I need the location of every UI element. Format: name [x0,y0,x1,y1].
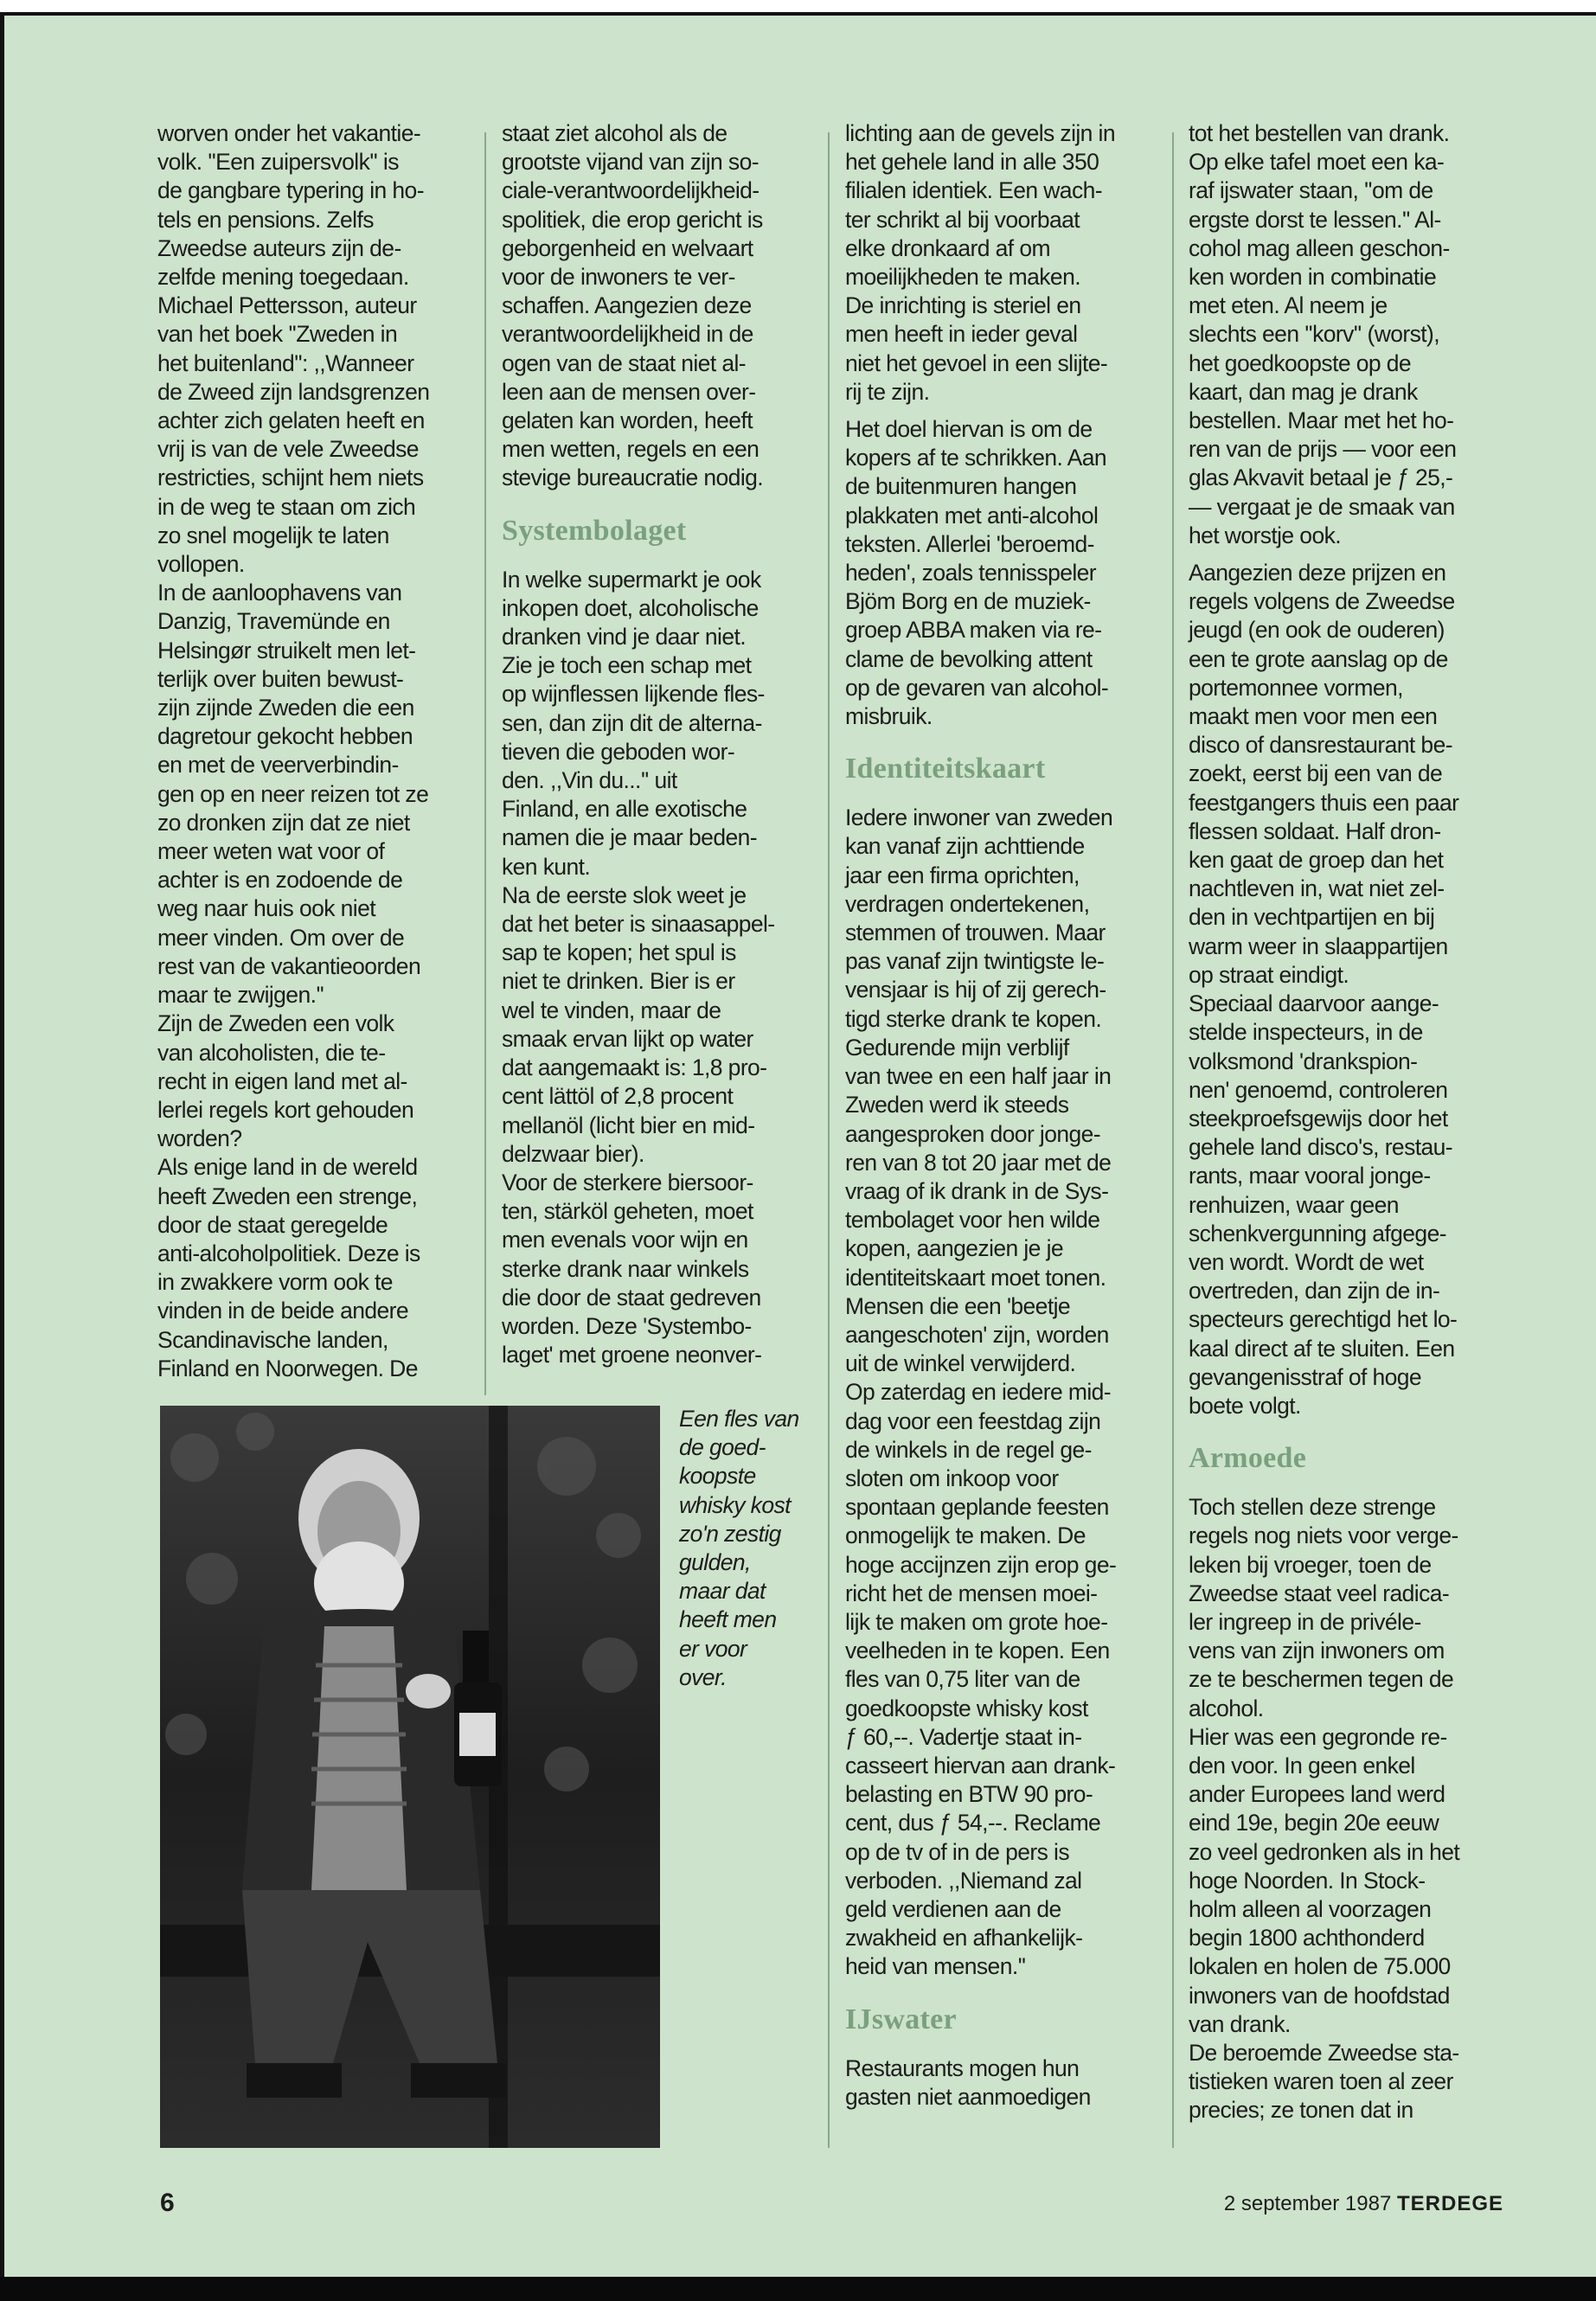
paragraph: In de aanloophavens van Danzig, Travemünde en Helsingør struikelt men let- terlijk over buiten bewust- zijn zijnde Zweden die een dagretour gekocht hebben en met de veerverbindin- gen op en neer reizen tot ze zo dronken zijn dat ze niet meer weten wat voor of achter is en zodoende de weg naar huis ook niet meer vinden. Om over de rest van de vakantieoorden maar te zwijgen.'' [157,580,429,1009]
paragraph: lichting aan de gevels zijn in het gehele land in alle 350 filialen identiek. Een wach- ter schrikt al bij voorbaat elke dronkaard af om moeilijkheden te maken. De inrichting is steriel en men heeft in ieder geval niet het gevoel in een slijte- rij te zijn. [845,120,1115,405]
article-column-4 [1189,119,1503,2125]
paragraph: Zijn de Zweden een volk van alcoholisten, die te- recht in eigen land met al- lerlei regels kort gehouden worden? [157,1010,414,1152]
photo-caption: Een fles van de goed- koopste whisky kost zo'n zestig gulden, maar dat heeft men er voor over. [679,1406,799,1690]
paragraph: worven onder het vakantie- volk. ''Een zuipersvolk'' is de gangbare typering in ho- tels en pensions. Zelfs Zweedse auteurs zijn de- zelfde mening toegedaan. Michael Pettersson, auteur van het boek ''Zweden in het buitenland'': ,,Wanneer de Zweed zijn landsgrenzen achter zich gelaten heeft en vrij is van de vele Zweedse restricties, schijnt hem niets in de weg te staan om zich zo snel mogelijk te laten vollopen. [157,120,430,578]
footer-date: 2 september 1987 [1223,2192,1392,2215]
paragraph: Als enige land in de wereld heeft Zweden een strenge, door de staat geregelde anti-alcoholpolitiek. Deze is in zwakkere vorm ook te vinden in de beide andere Scandinavische landen, Finland en Noorwegen. De [157,1154,420,1381]
paragraph: Speciaal daarvoor aange- stelde inspecteurs, in de volksmond 'drankspion- nen' genoemd, controleren steekproefsgewijs door het gehele land disco's, restau- rants, maar vooral jonge- renhuizen, waar geen schenkvergunning afgege- ven wordt. Wordt de wet overtreden, dan zijn de in- specteurs gerechtigd het lo- kaal direct af te sluiten. Een gevangenisstraf of hoge boete volgt. [1189,990,1458,1419]
paragraph: tot het bestellen van drank. Op elke tafel moet een ka- raf ijswater staan, ''om de ergste dorst te lessen.'' Al- cohol mag alleen geschon- ken worden in combinatie met eten. Al neem je slechts een ''korv'' (worst), het goedkoopste op de kaart, dan mag je drank bestellen. Maar met het ho- ren van de prijs — voor een glas Akvavit betaal je ƒ 25,- — vergaat je de smaak van het worstje ook. [1189,120,1457,548]
paragraph: Restaurants mogen hun gasten niet aanmoedigen [845,2054,1091,2110]
magazine-page [4,16,1596,2277]
paragraph: Toch stellen deze strenge regels nog niets voor verge- leken bij vroeger, toen de Zweedse staat veel radica- ler ingreep in de privéle- vens van zijn inwoners om ze te beschermen tegen de alcohol. [1189,1494,1458,1721]
section-heading-identiteitskaart: Identiteitskaart [845,753,1046,785]
photo-illustration [160,1406,660,2148]
column-rule [484,132,486,1395]
paragraph: Het doel hiervan is om de kopers af te schrikken. Aan de buitenmuren hangen plakkaten met anti-alcohol teksten. Allerlei 'beroemd- heden', zoals tennisspeler Bjöm Borg en de muziek- groep ABBA maken via re- clame de bevolking attent op de gevaren van alcohol- misbruik. [845,416,1109,730]
paragraph: Na de eerste slok weet je dat het beter is sinaasappel- sap te kopen; het spul is niet te drinken. Bier is er wel te vinden, maar de smaak ervan lijkt op water dat aangemaakt is: 1,8 pro- cent lättöl of 2,8 procent mellanöl (licht bier en mid- delzwaar bier). [502,881,775,1167]
article-column-3 [845,119,1158,2112]
column-rule [1172,132,1174,2148]
column-rule [828,132,830,2148]
photo-man-with-bottle [160,1406,660,2148]
paragraph: In welke supermarkt je ook inkopen doet, alcoholische dranken vind je daar niet. Zie je toch een schap met op wijnflessen lijkende fles- sen, dan zijn dit de alterna- tieven die geboden wor- den. ,,Vin du...'' uit Finland, en alle exotische namen die je maar beden- ken kunt. [502,566,765,880]
footer-magazine-name: TERDEGE [1396,2192,1503,2215]
article-column-1 [157,119,472,1383]
paragraph: Aangezien deze prijzen en regels volgens de Zweedse jeugd (en ook de ouderen) een te grote aanslag op de portemonnee vormen, maakt men voor men een disco of dansrestaurant be- zoekt, eerst bij een van de feestgangers thuis een paar flessen soldaat. Half dron- ken gaat de groep dan het nachtleven in, wat niet zel- den in vechtpartijen en bij warm weer in slaappartijen op straat eindigt. [1189,560,1459,988]
section-heading-systembolaget: Systembolaget [502,514,687,547]
scan-border-bottom [0,2277,1596,2301]
paragraph: Op zaterdag en iedere mid- dag voor een feestdag zijn de winkels in de regel ge- sloten om inkoop voor spontaan geplande feesten onmogelijk te maken. De hoge accijnzen zijn erop ge- richt het de mensen moei- lijk te maken om grote hoe- veelheden in te kopen. Een fles van 0,75 liter van de goedkoopste whisky kost ƒ 60,--. Vadertje staat in- casseert hiervan aan drank- belasting en BTW 90 pro- cent, dus ƒ 54,--. Reclame op de tv of in de pers is verboden. ,,Niemand zal geld verdienen aan de zwakheid en afhankelijk- heid van mensen.'' [845,1379,1117,1980]
paragraph: De beroemde Zweedse sta- tistieken waren toen al zeer precies; ze tonen dat in [1189,2040,1459,2124]
section-heading-ijswater: IJswater [845,2003,957,2035]
page-footer [1215,2192,1503,2216]
section-heading-armoede: Armoede [1189,1442,1307,1475]
paragraph: staat ziet alcohol als de grootste vijand van zijn so- ciale-verantwoordelijkheid- spolitiek, die erop gericht is geborgenheid en welvaart voor de inwoners te ver- schaffen. Aangezien deze verantwoordelijkheid in de ogen van de staat niet al- leen aan de mensen over- gelaten kan worden, heeft men wetten, regels en een stevige bureaucratie nodig. [502,120,764,491]
article-column-2 [502,119,815,1369]
paragraph: Hier was een gegronde re- den voor. In geen enkel ander Europees land werd eind 19e, begin 20e eeuw zo veel gedronken als in het hoge Noorden. In Stock- holm alleen al voorzagen begin 1800 achthonderd lokalen en holen de 75.000 inwoners van de hoofdstad van drank. [1189,1723,1460,2037]
paragraph: Iedere inwoner van zweden kan vanaf zijn achttiende jaar een firma oprichten, verdragen ondertekenen, stemmen of trouwen. Maar pas vanaf zijn twintigste le- vensjaar is hij of zij gerech- tigd sterke drank te kopen. Gedurende mijn verblijf van twee en een half jaar in Zweden werd ik steeds aangesproken door jonge- ren van 8 tot 20 jaar met de vraag of ik drank in de Sys- tembolaget voor hen wilde kopen, aangezien je je identiteitskaart moet tonen. Mensen die een 'beetje aangeschoten' zijn, worden uit de winkel verwijderd. [845,804,1113,1377]
paragraph: Voor de sterkere biersoor- ten, stärköl geheten, moet men evenals voor wijn en sterke drank naar winkels die door de staat gedreven worden. Deze 'Systembo- laget' met groene neonver- [502,1169,762,1368]
page-number: 6 [160,2189,175,2217]
